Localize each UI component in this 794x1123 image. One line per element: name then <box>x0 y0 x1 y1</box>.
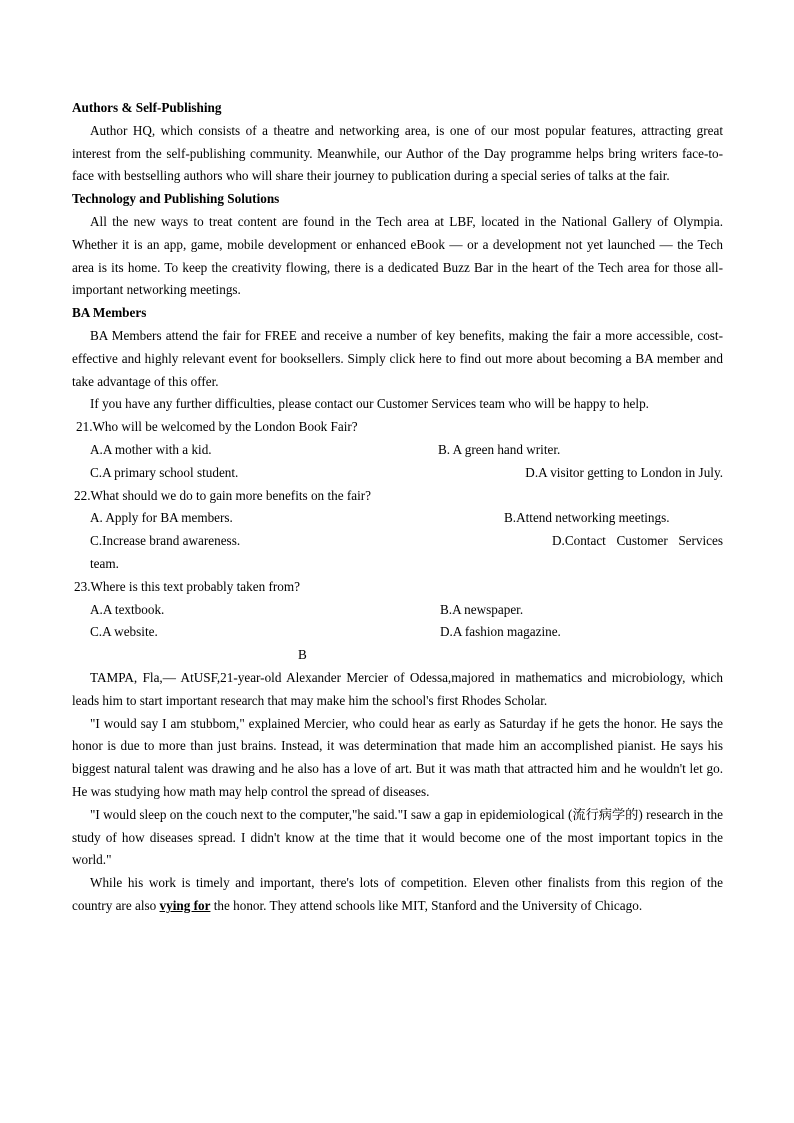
question-22-options-row-1 <box>72 507 723 530</box>
paragraph-4-text-after: the honor. They attend schools like MIT, Stanford and the University of Chicago. <box>210 897 643 913</box>
section-heading-tech: Technology and Publishing Solutions <box>72 191 280 207</box>
option-b: B.Attend networking meetings. <box>504 510 670 526</box>
option-d: D.A fashion magazine. <box>440 624 561 640</box>
question-23-options-row-1 <box>72 599 723 622</box>
question-21-options-row-1 <box>72 439 723 462</box>
option-a: A.A textbook. <box>90 601 165 617</box>
section-heading-ba: BA Members <box>72 305 147 321</box>
question-23-options-row-2 <box>72 621 723 644</box>
passage-b-label: B <box>298 647 307 663</box>
section-heading-authors: Authors & Self-Publishing <box>72 100 222 115</box>
option-b: B.A newspaper. <box>440 601 524 617</box>
option-b: B. A green hand writer. <box>438 441 561 457</box>
option-a: A.A mother with a kid. <box>90 441 212 457</box>
question-22-option-d-block <box>72 530 723 576</box>
option-c: C.Increase brand awareness. <box>90 533 241 549</box>
question-21-stem: 21.Who will be welcomed by the London Book Fair? <box>76 419 358 435</box>
option-c: C.A primary school student. <box>90 464 239 480</box>
paragraph-ba-2: If you have any further difficulties, please contact our Customer Services team who will be happy to help. <box>90 396 649 412</box>
passage-b-paragraph-1: TAMPA, Fla,— AtUSF,21-year-old Alexander Mercier of Odessa,majored in mathematics and microbiology, which leads him to start important research that may make him the school's first Rhodes Scholar. <box>72 669 723 708</box>
question-23-stem: 23.Where is this text probably taken from? <box>74 578 300 594</box>
vocabulary-underline: vying for <box>159 897 211 913</box>
option-c: C.A website. <box>90 624 158 640</box>
document-content <box>72 97 723 918</box>
question-22-stem: 22.What should we do to gain more benefits on the fair? <box>74 487 372 503</box>
option-d: D.A visitor getting to London in July. <box>525 464 723 480</box>
paragraph-tech: All the new ways to treat content are found in the Tech area at LBF, located in the National Gallery of Olympia. Whether it is an app, game, mobile development or enhanced eBook — or a development not yet launched — the Tech area is its home. To keep the creativity flowing, there is a dedicated Buzz Bar in the heart of the Tech area for those all-important networking meetings. <box>72 213 723 298</box>
paragraph-authors: Author HQ, which consists of a theatre and networking area, is one of our most popular features, attracting great interest from the self-publishing community. Meanwhile, our Author of the Day programme helps bring writers face-to-face with bestselling authors who will share their journey to publication during a special series of talks at the fair. <box>72 122 723 184</box>
passage-b-paragraph-3: "I would sleep on the couch next to the computer,"he said."I saw a gap in epidemiological (流行病学的) research in the study of how diseases spread. I didn't know at the time that it would become one of the most important topics in the world." <box>72 806 723 868</box>
question-21-options-row-2 <box>72 462 723 485</box>
paragraph-4-text-before: While his work is timely and important, there's lots of competition. Eleven other finalists from this region of the country are also <box>72 875 723 913</box>
passage-b-paragraph-2: "I would say I am stubbom," explained Mercier, who could hear as early as Saturday if he gets the honor. He says the honor is due to more than just brains. Instead, it was determination that made him an accomplished pianist. He says his biggest natural talent was drawing and he also has a love of art. But it was math that attracted him and he wouldn't let go. He was studying how math may help control the spread of diseases. <box>72 715 723 799</box>
option-d: D.Contact Customer Services team. <box>90 533 723 571</box>
paragraph-ba-1: BA Members attend the fair for FREE and receive a number of key benefits, making the fair a more accessible, cost-effective and highly relevant event for booksellers. Simply click here to find out more about becoming a BA member and take advantage of this offer. <box>72 327 723 389</box>
passage-b-paragraph-4 <box>72 872 723 918</box>
option-a: A. Apply for BA members. <box>90 510 233 526</box>
